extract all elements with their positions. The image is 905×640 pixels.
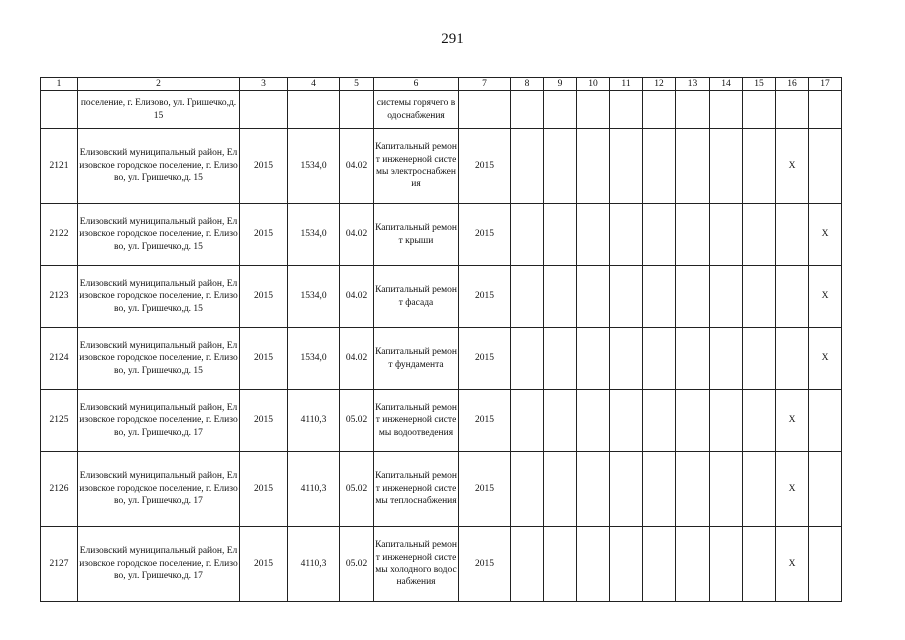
work-type-cell: Капитальный ремонт инженерной системы теплоснабжения	[374, 452, 459, 527]
column-header: 8	[511, 78, 544, 91]
empty-cell	[710, 527, 743, 602]
year-cell: 2015	[240, 527, 288, 602]
empty-cell	[511, 390, 544, 452]
empty-cell	[710, 390, 743, 452]
empty-cell	[511, 91, 544, 129]
empty-cell	[710, 129, 743, 204]
row-number-cell: 2126	[41, 452, 78, 527]
area-cell: 1534,0	[288, 204, 340, 266]
table-row	[41, 266, 842, 328]
empty-cell	[676, 91, 710, 129]
area-cell: 1534,0	[288, 129, 340, 204]
empty-cell	[610, 452, 643, 527]
empty-cell	[710, 204, 743, 266]
plan-year-cell: 2015	[459, 390, 511, 452]
plan-year-cell: 2015	[459, 328, 511, 390]
table-row	[41, 91, 842, 129]
mark-col17-cell	[809, 452, 842, 527]
register-table	[40, 77, 842, 602]
work-type-cell: Капитальный ремонт фасада	[374, 266, 459, 328]
empty-cell	[610, 91, 643, 129]
empty-cell	[676, 328, 710, 390]
row-number-cell: 2124	[41, 328, 78, 390]
empty-cell	[511, 452, 544, 527]
empty-cell	[577, 129, 610, 204]
work-type-cell: Капитальный ремонт фундамента	[374, 328, 459, 390]
plan-year-cell: 2015	[459, 452, 511, 527]
empty-cell	[643, 129, 676, 204]
mark-col17-cell: Х	[809, 266, 842, 328]
code-cell: 04.02	[340, 204, 374, 266]
empty-cell	[643, 390, 676, 452]
work-type-cell: Капитальный ремонт крыши	[374, 204, 459, 266]
row-number-cell	[41, 91, 78, 129]
empty-cell	[743, 204, 776, 266]
column-header: 12	[643, 78, 676, 91]
row-number-cell: 2123	[41, 266, 78, 328]
year-cell: 2015	[240, 390, 288, 452]
empty-cell	[544, 266, 577, 328]
column-header: 10	[577, 78, 610, 91]
mark-col16-cell: Х	[776, 129, 809, 204]
empty-cell	[610, 266, 643, 328]
plan-year-cell: 2015	[459, 129, 511, 204]
column-header: 14	[710, 78, 743, 91]
column-header: 13	[676, 78, 710, 91]
code-cell: 05.02	[340, 452, 374, 527]
empty-cell	[577, 328, 610, 390]
row-number-cell: 2122	[41, 204, 78, 266]
table-row	[41, 328, 842, 390]
plan-year-cell	[459, 91, 511, 129]
area-cell	[288, 91, 340, 129]
table-row	[41, 390, 842, 452]
empty-cell	[544, 328, 577, 390]
work-type-cell: системы горячего водоснабжения	[374, 91, 459, 129]
column-header: 11	[610, 78, 643, 91]
column-header: 5	[340, 78, 374, 91]
mark-col16-cell: Х	[776, 390, 809, 452]
empty-cell	[676, 129, 710, 204]
mark-col16-cell: Х	[776, 452, 809, 527]
column-header: 17	[809, 78, 842, 91]
table-row	[41, 527, 842, 602]
year-cell: 2015	[240, 266, 288, 328]
column-header: 15	[743, 78, 776, 91]
empty-cell	[511, 328, 544, 390]
empty-cell	[610, 390, 643, 452]
address-cell: Елизовский муниципальный район, Елизовское городское поселение, г. Елизово, ул. Гришечко,д. 17	[78, 527, 240, 602]
address-cell: Елизовский муниципальный район, Елизовское городское поселение, г. Елизово, ул. Гришечко,д. 15	[78, 328, 240, 390]
empty-cell	[544, 452, 577, 527]
empty-cell	[743, 91, 776, 129]
empty-cell	[676, 452, 710, 527]
empty-cell	[643, 527, 676, 602]
plan-year-cell: 2015	[459, 266, 511, 328]
mark-col17-cell	[809, 91, 842, 129]
address-cell: Елизовский муниципальный район, Елизовское городское поселение, г. Елизово, ул. Гришечко,д. 17	[78, 390, 240, 452]
empty-cell	[643, 204, 676, 266]
empty-cell	[710, 452, 743, 527]
empty-cell	[577, 91, 610, 129]
table-row	[41, 129, 842, 204]
empty-cell	[610, 129, 643, 204]
empty-cell	[511, 527, 544, 602]
row-number-cell: 2125	[41, 390, 78, 452]
empty-cell	[643, 328, 676, 390]
empty-cell	[610, 527, 643, 602]
empty-cell	[610, 328, 643, 390]
mark-col17-cell	[809, 129, 842, 204]
year-cell: 2015	[240, 204, 288, 266]
empty-cell	[743, 129, 776, 204]
area-cell: 4110,3	[288, 452, 340, 527]
empty-cell	[743, 390, 776, 452]
empty-cell	[544, 390, 577, 452]
address-cell: Елизовский муниципальный район, Елизовское городское поселение, г. Елизово, ул. Гришечко,д. 15	[78, 129, 240, 204]
year-cell: 2015	[240, 129, 288, 204]
empty-cell	[610, 204, 643, 266]
empty-cell	[643, 91, 676, 129]
code-cell: 05.02	[340, 390, 374, 452]
mark-col17-cell: Х	[809, 328, 842, 390]
code-cell: 04.02	[340, 129, 374, 204]
column-header: 1	[41, 78, 78, 91]
column-header: 3	[240, 78, 288, 91]
table-row	[41, 452, 842, 527]
empty-cell	[511, 129, 544, 204]
empty-cell	[577, 266, 610, 328]
area-cell: 1534,0	[288, 266, 340, 328]
address-cell: поселение, г. Елизово, ул. Гришечко,д. 15	[78, 91, 240, 129]
empty-cell	[710, 328, 743, 390]
empty-cell	[676, 390, 710, 452]
column-header: 9	[544, 78, 577, 91]
table-row	[41, 204, 842, 266]
column-header: 6	[374, 78, 459, 91]
empty-cell	[676, 266, 710, 328]
empty-cell	[643, 266, 676, 328]
empty-cell	[544, 204, 577, 266]
mark-col17-cell	[809, 390, 842, 452]
plan-year-cell: 2015	[459, 527, 511, 602]
empty-cell	[577, 452, 610, 527]
code-cell: 04.02	[340, 328, 374, 390]
empty-cell	[676, 204, 710, 266]
year-cell: 2015	[240, 328, 288, 390]
empty-cell	[743, 266, 776, 328]
code-cell: 04.02	[340, 266, 374, 328]
empty-cell	[544, 91, 577, 129]
column-header: 16	[776, 78, 809, 91]
mark-col16-cell: Х	[776, 527, 809, 602]
table-body	[41, 78, 842, 602]
empty-cell	[710, 91, 743, 129]
empty-cell	[743, 328, 776, 390]
area-cell: 1534,0	[288, 328, 340, 390]
empty-cell	[511, 204, 544, 266]
empty-cell	[544, 129, 577, 204]
column-header: 7	[459, 78, 511, 91]
mark-col16-cell	[776, 91, 809, 129]
empty-cell	[676, 527, 710, 602]
page-number: 291	[441, 31, 464, 47]
header-row	[41, 78, 842, 91]
work-type-cell: Капитальный ремонт инженерной системы холодного водоснабжения	[374, 527, 459, 602]
row-number-cell: 2121	[41, 129, 78, 204]
mark-col16-cell	[776, 266, 809, 328]
plan-year-cell: 2015	[459, 204, 511, 266]
empty-cell	[511, 266, 544, 328]
year-cell	[240, 91, 288, 129]
year-cell: 2015	[240, 452, 288, 527]
code-cell	[340, 91, 374, 129]
mark-col16-cell	[776, 204, 809, 266]
empty-cell	[743, 452, 776, 527]
column-header: 4	[288, 78, 340, 91]
address-cell: Елизовский муниципальный район, Елизовское городское поселение, г. Елизово, ул. Гришечко,д. 15	[78, 266, 240, 328]
empty-cell	[577, 390, 610, 452]
empty-cell	[544, 527, 577, 602]
area-cell: 4110,3	[288, 527, 340, 602]
address-cell: Елизовский муниципальный район, Елизовское городское поселение, г. Елизово, ул. Гришечко,д. 17	[78, 452, 240, 527]
address-cell: Елизовский муниципальный район, Елизовское городское поселение, г. Елизово, ул. Гришечко,д. 15	[78, 204, 240, 266]
empty-cell	[577, 204, 610, 266]
area-cell: 4110,3	[288, 390, 340, 452]
row-number-cell: 2127	[41, 527, 78, 602]
empty-cell	[643, 452, 676, 527]
work-type-cell: Капитальный ремонт инженерной системы электроснабжения	[374, 129, 459, 204]
mark-col17-cell	[809, 527, 842, 602]
mark-col16-cell	[776, 328, 809, 390]
empty-cell	[710, 266, 743, 328]
work-type-cell: Капитальный ремонт инженерной системы водоотведения	[374, 390, 459, 452]
empty-cell	[743, 527, 776, 602]
code-cell: 05.02	[340, 527, 374, 602]
column-header: 2	[78, 78, 240, 91]
empty-cell	[577, 527, 610, 602]
mark-col17-cell: Х	[809, 204, 842, 266]
